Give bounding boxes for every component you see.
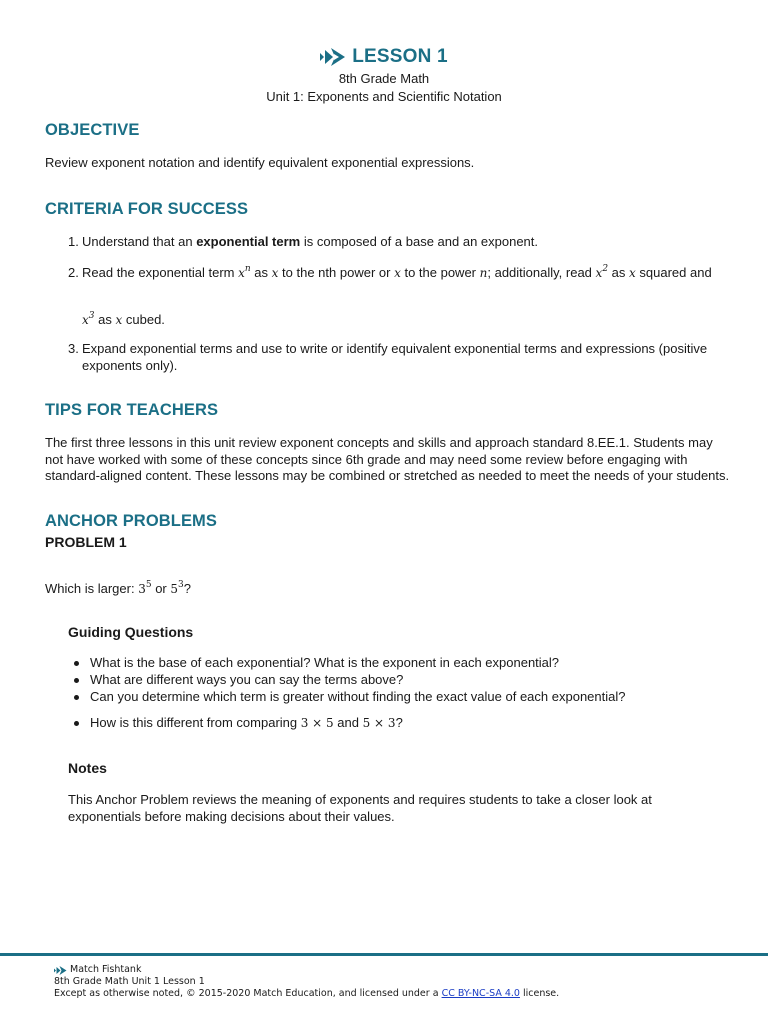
- unit-label: Unit 1: Exponents and Scientific Notation: [266, 89, 502, 104]
- fishtank-logo-icon: [320, 48, 346, 66]
- footer-license: [54, 988, 559, 1000]
- criteria-item-number: 2.: [68, 265, 79, 280]
- problem-1-question: [45, 581, 735, 598]
- math-term: $5^3$: [170, 580, 184, 596]
- criteria-item-text: ; additionally, read: [487, 265, 596, 280]
- criteria-item-number: 1.: [68, 234, 79, 249]
- problem-1-title: PROBLEM 1: [45, 534, 127, 550]
- math-term: x: [394, 266, 401, 280]
- license-link[interactable]: CC BY-NC-SA 4.0: [441, 988, 520, 999]
- criteria-item-text: as: [94, 312, 116, 327]
- exponential-term-bold: exponential term: [196, 234, 301, 249]
- question-text: ?: [183, 581, 191, 596]
- math-term: n: [479, 266, 488, 280]
- guiding-question-text: ?: [395, 715, 403, 730]
- math-term: $3^5$: [138, 580, 152, 596]
- footer-brand: Match Fishtank: [70, 964, 142, 975]
- guiding-question-item: What are different ways you can say the terms above?: [90, 672, 730, 689]
- tips-text: The first three lessons in this unit review exponent concepts and skills and approach standard 8.EE.1. Students may not have worked with some of these concepts since 6th grade and may need some review before engaging with standard-aligned content. These lessons may be combined or stretched as needed to meet the needs of your students.: [45, 435, 730, 483]
- footer-divider: [0, 953, 768, 956]
- anchor-problems-heading: ANCHOR PROBLEMS: [45, 512, 218, 530]
- guiding-question-text: How is this different from comparing: [90, 715, 301, 730]
- math-term: $x^3$: [82, 311, 95, 327]
- math-term: x: [115, 313, 123, 327]
- grade-label: 8th Grade Math: [338, 71, 430, 86]
- criteria-item-1: [68, 234, 728, 251]
- lesson-title: LESSON 1: [352, 46, 448, 67]
- criteria-item-text: cubed.: [122, 312, 165, 327]
- criteria-item-text: to the nth power or: [278, 265, 395, 280]
- objective-heading: OBJECTIVE: [45, 121, 140, 139]
- criteria-item-text: as: [608, 265, 630, 280]
- criteria-item-text: Read the exponential term: [82, 265, 239, 280]
- criteria-item-text: to the power: [400, 265, 480, 280]
- math-term: 5 × 3: [362, 716, 396, 730]
- criteria-item-text: squared and: [635, 265, 712, 280]
- footer-brand-row: [54, 964, 559, 976]
- math-term: 3 × 5: [300, 716, 334, 730]
- math-term: x: [271, 266, 279, 280]
- guiding-question-item: [90, 715, 730, 732]
- question-text: Which is larger:: [45, 581, 139, 596]
- guiding-question-item: What is the base of each exponential? What is the exponent in each exponential?: [90, 655, 730, 672]
- question-text: or: [151, 581, 171, 596]
- criteria-item-2-continued: [68, 312, 728, 329]
- criteria-item-text: Expand exponential terms and use to write or identify equivalent exponential terms and expressions (positive exponents only).: [82, 341, 708, 373]
- page-footer: [54, 964, 559, 1000]
- notes-text: This Anchor Problem reviews the meaning of exponents and requires students to take a closer look at exponentials before making decisions about their values.: [68, 792, 652, 824]
- math-term: x: [629, 266, 636, 280]
- math-term: $x^2$: [595, 264, 609, 280]
- lesson-title-row: [0, 46, 768, 68]
- criteria-item-number: 3.: [68, 341, 79, 356]
- criteria-heading: CRITERIA FOR SUCCESS: [45, 200, 249, 218]
- criteria-item-text: is composed of a base and an exponent.: [300, 234, 539, 249]
- criteria-item-text: Understand that an: [82, 234, 197, 249]
- objective-text: Review exponent notation and identify equivalent exponential expressions.: [45, 155, 475, 170]
- fishtank-logo-small-icon: [54, 966, 67, 975]
- guiding-question-text: and: [333, 715, 363, 730]
- license-text: Except as otherwise noted, © 2015-2020 Match Education, and licensed under a: [54, 988, 442, 999]
- guiding-questions-heading: Guiding Questions: [68, 624, 194, 640]
- guiding-question-item: Can you determine which term is greater without finding the exact value of each exponential?: [90, 689, 730, 706]
- footer-lesson-ref: 8th Grade Math Unit 1 Lesson 1: [54, 976, 205, 987]
- criteria-item-3: [68, 341, 728, 374]
- tips-heading: TIPS FOR TEACHERS: [45, 401, 219, 419]
- criteria-item-text: as: [250, 265, 272, 280]
- notes-heading: Notes: [68, 760, 107, 776]
- license-text: license.: [519, 988, 560, 999]
- criteria-item-2: [68, 265, 728, 282]
- math-term: $x^n$: [238, 264, 251, 280]
- lesson-header: [0, 46, 768, 105]
